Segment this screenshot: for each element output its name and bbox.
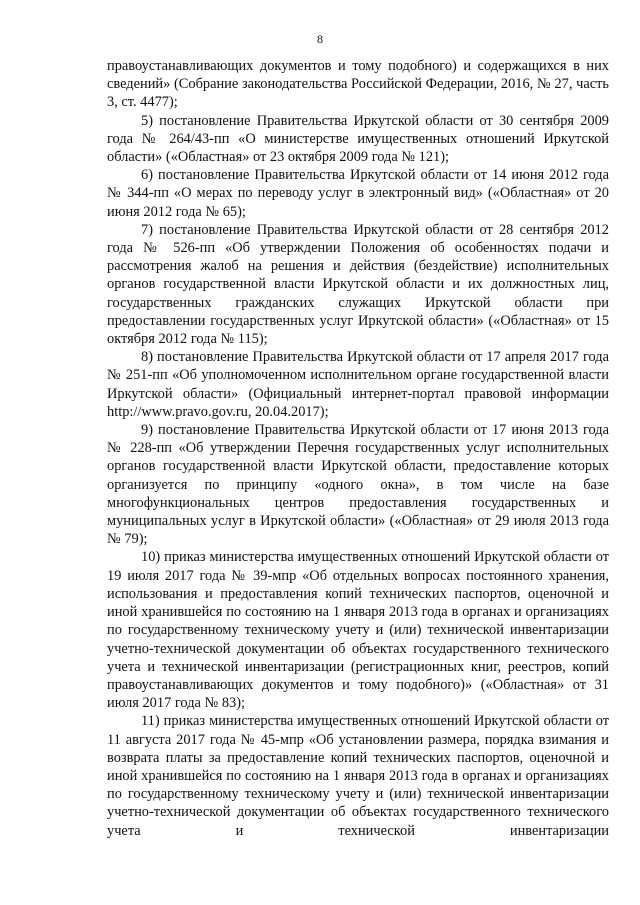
document-body [107,57,609,840]
paragraph-item-5: 5) постановление Правительства Иркутской области от 30 сентября 2009 года № 264/43-пп «О министерстве имущественных отношений Иркутской области» («Областная» от 23 октября 2009 года № 121); [107,112,609,166]
paragraph-item-8: 8) постановление Правительства Иркутской области от 17 апреля 2017 года № 251-пп «Об уполномоченном исполнительном органе государственной власти Иркутской области» (Официальный интернет-портал правовой информации http://www.pravo.gov.ru, 20.04.2017); [107,349,609,420]
paragraph-item-6: 6) постановление Правительства Иркутской области от 14 июня 2012 года № 344-пп «О мерах по переводу услуг в электронный вид» («Областная» от 20 июня 2012 года № 65); [107,167,609,220]
paragraph-item-11: 11) приказ министерства имущественных отношений Иркутской области от 11 августа 2017 года № 45-мпр «Об установлении размера, порядка взимания и возврата платы за предоставление копий технических паспортов, оценочной и иной хранившейся по состоянию на 1 января 2013 года в органах и организациях по государственному техническому учету и (или) технической инвентаризации учетно-технической документации об объектах государственного технического учета и технической инвентаризации [107,713,609,839]
paragraph-item-7: 7) постановление Правительства Иркутской области от 28 сентября 2012 года № 526-пп «Об утверждении Положения об особенностях подачи и рассмотрения жалоб на решения и действия (бездействие) исполнительных органов государственной власти Иркутской области и их должностных лиц, государственных гражданских служащих Иркутской области при предоставлении государственных услуг Иркутской области» («Областная» от 15 октября 2012 года № 115); [107,221,609,348]
paragraph-continuation: правоустанавливающих документов и тому подобного) и содержащихся в них сведений» (Собрание законодательства Российской Федерации, 2016, № 27, часть 3, ст. 4477); [107,58,609,111]
paragraph-item-10: 10) приказ министерства имущественных отношений Иркутской области от 19 июля 2017 года № 39-мпр «Об отдельных вопросах постоянного хранения, использования и предоставления копий технических паспортов, оценочной и иной хранившейся по состоянию на 1 января 2013 года в органах и организациях по государственному техническому учету и (или) технической инвентаризации учетно-технической документации об объектах государственного технического учета и технической инвентаризации (регистрационных книг, реестров, копий правоустанавливающих документов и тому подобного)» («Областная» от 31 июля 2017 года № 83); [107,549,609,712]
paragraph-item-9: 9) постановление Правительства Иркутской области от 17 июня 2013 года № 228-пп «Об утверждении Перечня государственных услуг исполнительных органов государственной власти Иркутской области, предоставление которых организуется по принципу «одного окна», в том числе на базе многофункциональных центров предоставления государственных и муниципальных услуг в Иркутской области» («Областная» от 29 июля 2013 года № 79); [107,422,609,548]
page-number: 8 [317,32,323,46]
